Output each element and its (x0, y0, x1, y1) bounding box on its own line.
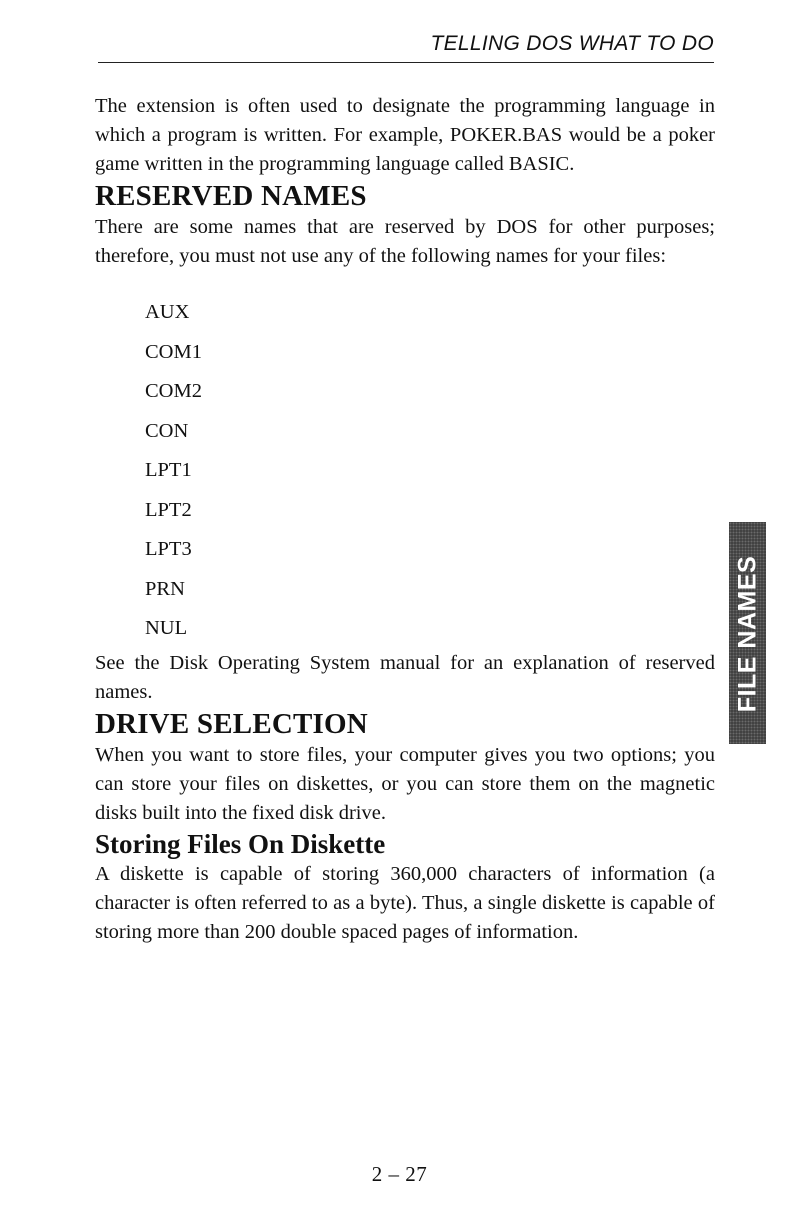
paragraph-reserved-intro: There are some names that are reserved by DOS for other purposes; therefore, you must not use any of the following names for your files: (95, 216, 715, 267)
heading-storing-files: Storing Files On Diskette (95, 828, 386, 859)
running-header-title: TELLING DOS WHAT TO DO (430, 32, 714, 55)
list-item: COM2 (145, 380, 202, 402)
list-item: LPT3 (145, 538, 192, 560)
list-item: AUX (145, 301, 190, 323)
heading-drive-selection: DRIVE SELECTION (95, 707, 368, 740)
heading-reserved-names: RESERVED NAMES (95, 180, 367, 212)
paragraph-diskette: A diskette is capable of storing 360,000 characters of information (a character is often referred to as a byte). Thus, a single diskette is capable of storing more than 200 double spaced pages of information. (95, 862, 715, 943)
page-number: 2 – 27 (371, 1162, 428, 1186)
paragraph-reserved-see: See the Disk Operating System manual for an explanation of reserved names. (95, 651, 715, 703)
list-item: NUL (145, 617, 188, 639)
list-item: COM1 (145, 340, 202, 363)
list-item: LPT1 (145, 459, 192, 481)
list-item: CON (145, 419, 189, 442)
reserved-names-list (95, 293, 715, 649)
list-item: PRN (145, 577, 185, 600)
paragraph-extension: The extension is often used to designate the programming language in which a program is written. For example, POKER.BAS would be a poker game written in the programming language called BASIC. (95, 95, 715, 175)
thumb-tab-label: FILE NAMES (733, 555, 761, 713)
running-header (98, 30, 714, 63)
paragraph-drive: When you want to store files, your computer gives you two options; you can store your files on diskettes, or you can store them on the magnetic disks built into the fixed disk drive. (95, 743, 715, 824)
page-content (95, 92, 715, 947)
section-thumb-tab (729, 522, 766, 744)
list-item: LPT2 (145, 498, 192, 521)
